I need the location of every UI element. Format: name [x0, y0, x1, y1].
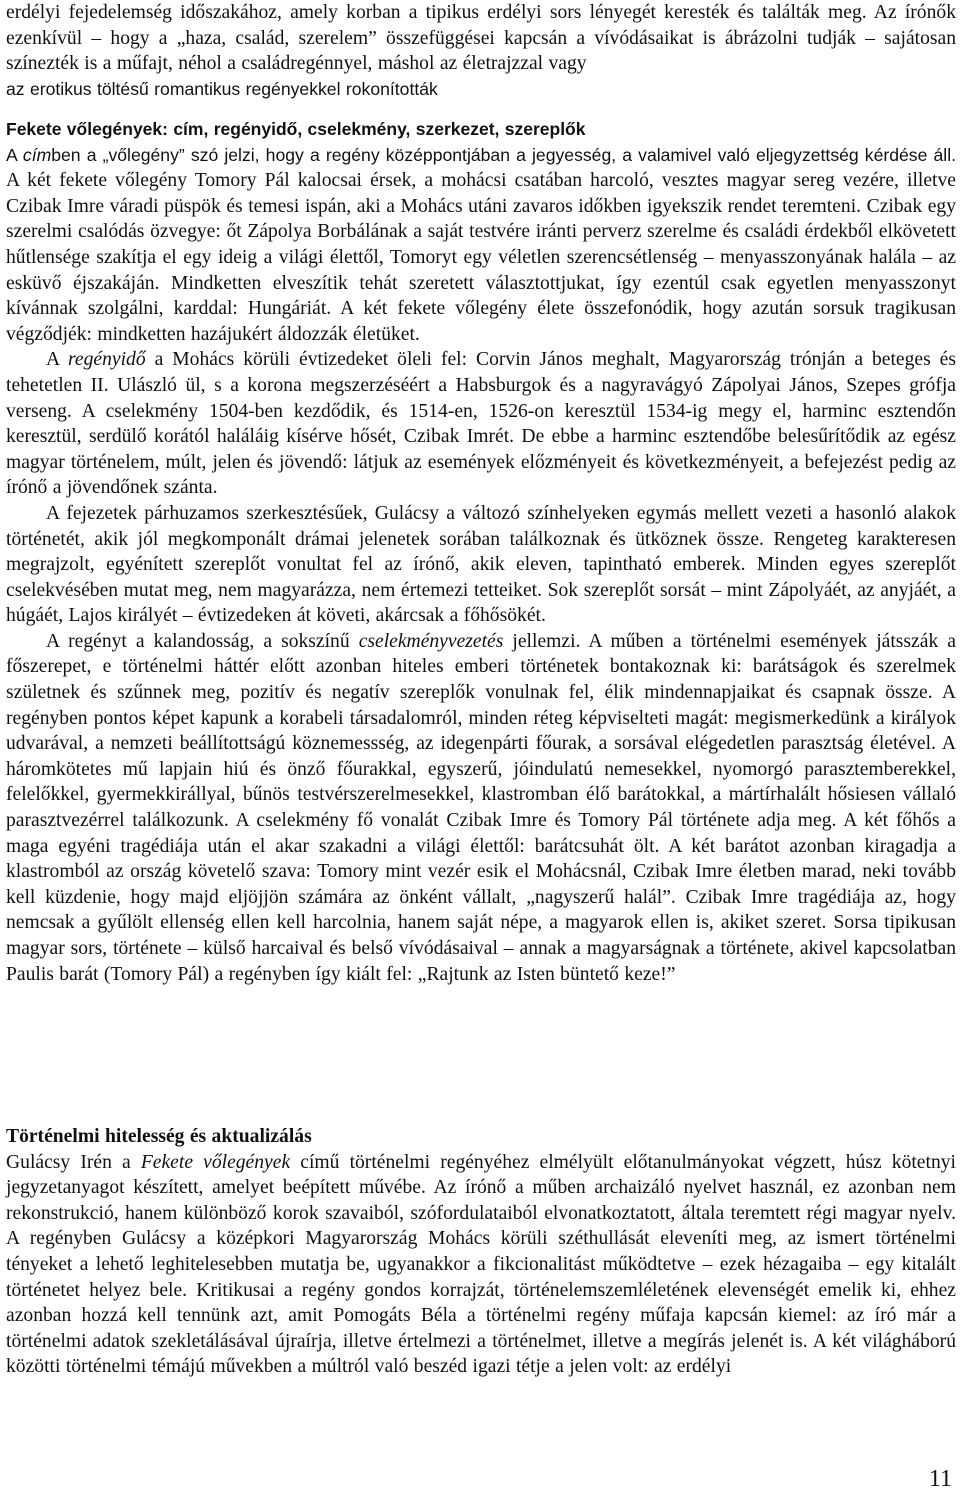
section-1-p2-part-b: a Mohács körüli évtizedeket öleli fel: Corvin János meghalt, Magyarország trónján a beteges és tehetetlen II. Ulászló ül, s a korona megszerzéséért a Habsburgok és a nagyravágyó Zápolyai János, Szepes grófja verseng. A cselekmény 1504-ben kezdődik, és 1514-en, 1526-on keresztül 1534-ig megy el, harminc esztendőn keresztül, serdülő korától haláláig kísérve hősét, Czibak Imrét. De ebbe a harminc esztendőbe belesűrítődik az egész magyar történelem, múlt, jelen és jövendő: látjuk az események előzményeit és következményeit, a befejezést pedig az írónő a jövendőnek szánta.: [6, 349, 957, 499]
section-2-paragraph-1: [6, 1150, 956, 1380]
section-1-paragraph-1: [6, 143, 956, 348]
section-1-paragraph-4: [6, 629, 956, 987]
section-2-heading: Történelmi hitelesség és aktualizálás: [6, 1126, 312, 1147]
page-number: 11: [928, 1466, 952, 1492]
section-2: [6, 1124, 956, 1380]
section-1-p2-part-a: A: [46, 349, 69, 371]
section-1-p4-part-a: A regényt a kalandosság, a sokszínű: [46, 630, 359, 652]
section-2-p1-emphasis: Fekete vőlegények: [140, 1151, 291, 1173]
intro-paragraph: [6, 0, 956, 77]
intro-text: erdélyi fejedelemség időszakához, amely korban a tipikus erdélyi sors lényegét keresték és találták meg. Az írónők ezenkívül – hogy a „haza, család, szerelem” összefüggései kapcsán a vívódásaikat is ábrázolni tudják – sajátosan színezték is a műfajt, néhol a családregénnyel, máshol az életrajzzal vagy: [6, 2, 956, 75]
section-2-p1-part-b: című történelmi regényéhez elmélyült előtanulmányokat végzett, húsz kötetnyi jegyzetanyagot készített, amelyet beépített művébe. Az írónő a műben archaizáló nyelvet használ, ez azonban nem rekonstrukció, hanem különböző korok szavaiból, szófordulataiból elvonatkoztatott, általa teremtett régi magyar nyelv. A regényben Gulácsy a középkori Magyarország Mohács körüli széthullását eleveníti meg, az ismert történelmi tényeket a lehető leghitelesebben mutatja be, ugyanakkor a fikcionalitást működtetve – ezek hézagaiba – egy kitalált történetet helyez bele. Kritikusai a regény gondos korrajzát, történelemszemléletének elevenségét emelik ki, ehhez azonban hozzá kell tennünk azt, amit Pomogáts Béla a történelmi regény műfaja kapcsán kiemel: az író már a történelmi adatok szekletálásával újraírja, illetve értelmezi a történelmet, illetve a megírás jelenét is. A két világháború közötti történelmi témájú művekben a múltról való beszéd igazi tétje a jelen volt: az erdélyi: [6, 1151, 956, 1378]
intro-text-continued: az erotikus töltésű romantikus regényekkel rokonították: [6, 78, 438, 99]
intro-paragraph-continued: [6, 77, 956, 103]
section-1-p4-part-b: jellemzi. A műben a történelmi események játsszák a főszerepet, e történelmi háttér előtt azonban hiteles emberi történetek bontakoznak ki: barátságok és szerelmek születnek és szűnnek meg, pozitív és negatív szereplők vonulnak fel, élik mindennapjaikat és csapnak össze. A regényben pontos képet kapunk a korabeli társadalomról, minden réteg képviselteti magát: megismerkedünk a királyok udvarával, a nemzeti beállítottságú köznemessség, az idegenpárti főurak, a sorsával elégedetlen parasztság életével. A háromkötetes mű lapjain hiú és önző főurakkal, egyszerű, jóindulatú nemesekkel, nyomorgó parasztemberekkel, felelőkkel, gyermekkirállyal, bűnös testvérszerelmesekkel, klastromban élő barátokkal, a mártírhalált hősiesen vállaló parasztvezérrel találkozunk. A cselekmény fő vonalát Czibak Imre és Tomory Pál története adja meg. A két főhős a maga egyéni tragédiája után el akar szakadni a világi élettől: barátcsuhát ölt. A két barátot azonban kiragadja a klastromból az ország követelő szava: Tomory mint vezér esik el Mohácsnál, Czibak Imre életben marad, neki tovább kell küzdenie, hogy majd eljöjjön számára az önként vállalt, „nagyszerű halál”. Czibak Imre tragédiája az, hogy nemcsak a gyűlölt ellenség ellen kell harcolnia, hanem saját népe, a magyarok ellen is, akiket szeret. Sorsa tipikusan magyar sors, története – külső harcaival és belső vívódásaival – annak a magyarságnak a története, akivel kapcsolatban Paulis barát (Tomory Pál) a regényben így kiált fel: „Rajtunk az Isten büntető keze!”: [6, 630, 956, 985]
section-2-p1-part-a: Gulácsy Irén a: [6, 1151, 141, 1173]
section-1-p4-emphasis: cselekményvezetés: [358, 630, 504, 652]
section-1-p1-part-b: ben a „vőlegény” szó jelzi, hogy a regény középpontjában a jegyesség, a valamivel való eljegyzettség kérdése áll.: [51, 144, 956, 165]
section-1-paragraph-3: A fejezetek párhuzamos szerkesztésűek, Gulácsy a változó színhelyeken egymás mellett vezeti a hasonló alakok történetét, akik jól megkomponált drámai jelenetek sorában találkoznak és ütköznek össze. Rengeteg karakteresen megrajzolt, egyénített szereplőt vonultat fel az írónő, akik eleven, tapintható emberek. Minden egyes szereplőt cselekvésében mutat meg, nem magyarázza, nem értemezi tetteiket. Sok szereplőt sorsát – mint Zápolyáét, az anyjáét, a húgáét, Lajos királyét – évtizedeken át követi, akárcsak a főhősökét.: [6, 502, 956, 627]
section-1: [6, 117, 956, 987]
section-1-p1-part-c: A két fekete vőlegény Tomory Pál kalocsai érsek, a mohácsi csatában harcoló, vesztes magyar sereg vezére, illetve Czibak Imre váradi püspök és temesi ispán, aki a Mohács utáni zavaros időkben igyekszik rendet teremteni. Czibak egy szerelmi csalódás özvegye: őt Zápolya Borbálának a saját testvére iránti perverz szerelme és családi érdekből elkövetett hűtlensége szakítja el egy ideig a világi élettől, Tomoryt egy véletlen szerencsétlenség – menyasszonyának halála – az esküvő éjszakáján. Mindketten elveszítik tehát szeretett választottjukat, így ezentúl csak egyetlen menyasszonyt kívánnak szolgálni, karddal: Hungáriát. A két fekete vőlegény élete összefonódik, hogy azután sorsuk tragikusan végződjék: mindketten hazájukért áldozzák életüket.: [6, 170, 956, 345]
section-1-p1-emphasis: cím: [22, 144, 52, 165]
section-1-p2-emphasis: regényidő: [68, 349, 146, 371]
section-1-heading: Fekete vőlegények: cím, regényidő, cselekmény, szerkezet, szereplők: [6, 119, 586, 139]
intro-block: [6, 0, 956, 102]
section-1-p1-part-a: A: [6, 144, 23, 165]
section-1-paragraph-2: [6, 347, 956, 501]
